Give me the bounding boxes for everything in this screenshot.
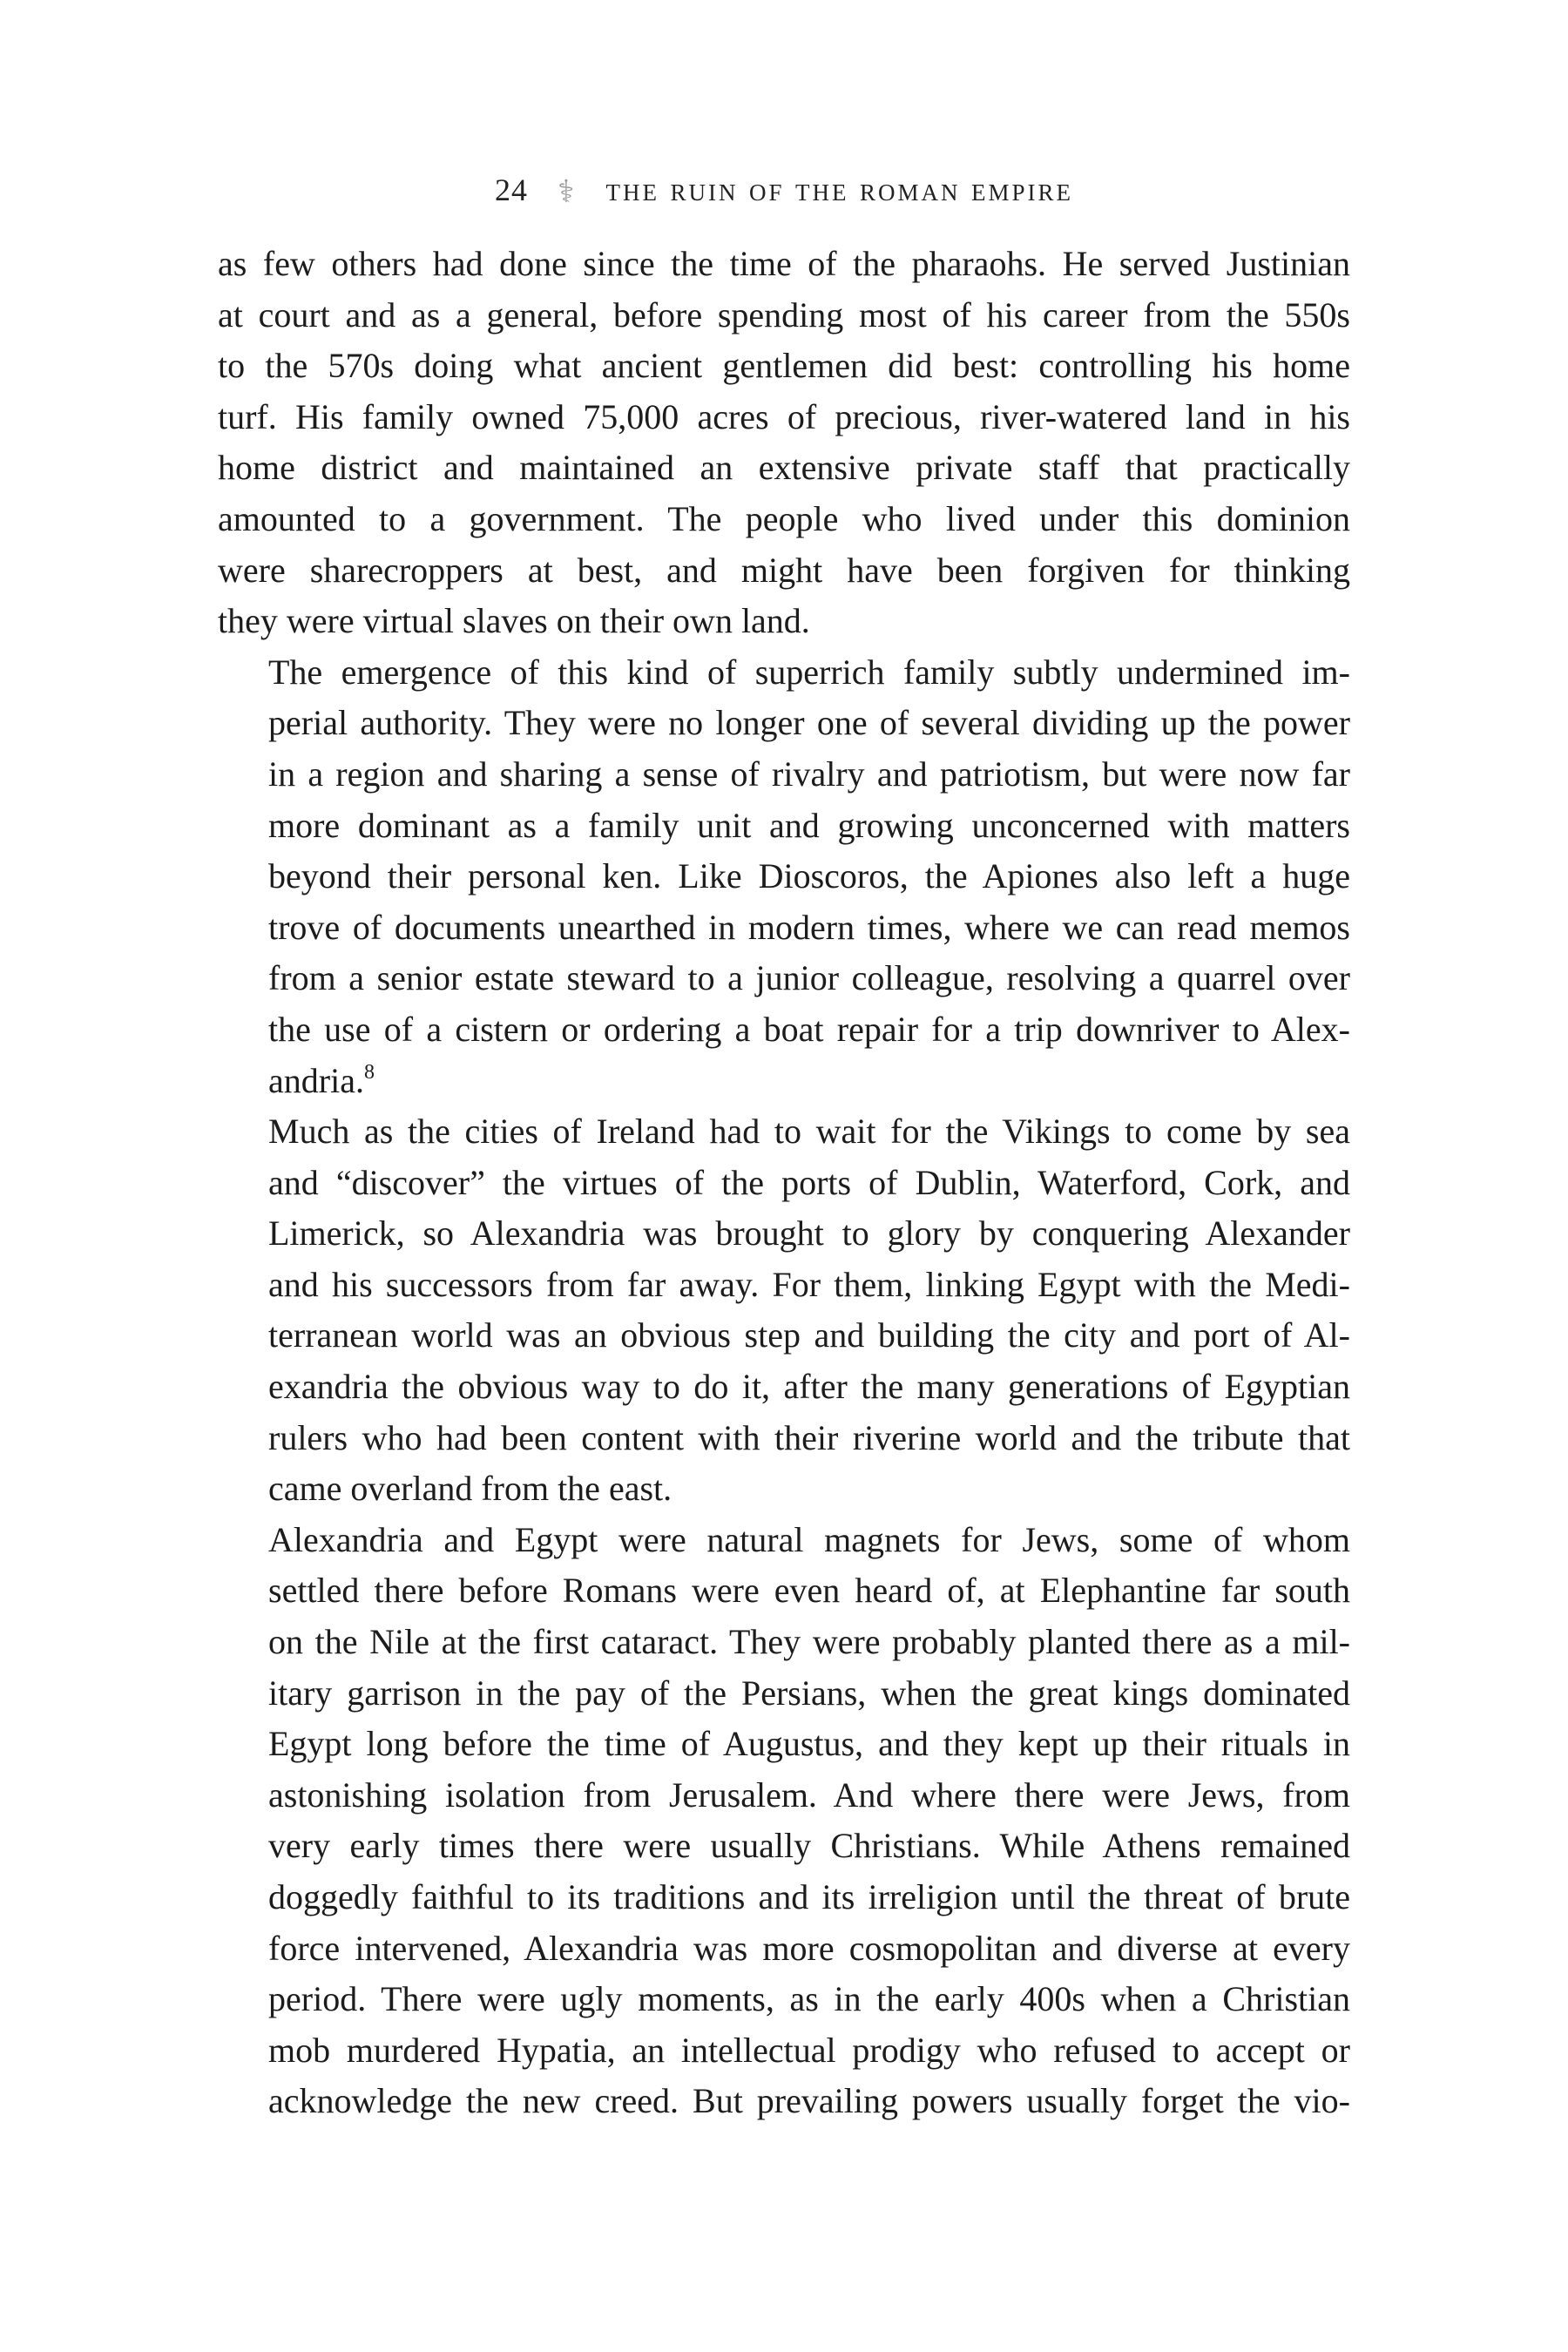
text-line: were sharecroppers at best, and might have been forgiven for thinking — [218, 550, 1350, 590]
page-number: 24 — [495, 172, 528, 207]
text-line: rulers who had been content with their riverine world and the tribute that — [268, 1417, 1350, 1457]
text-line: astonishing isolation from Jerusalem. And where there were Jews, from — [268, 1774, 1350, 1815]
text-line: came overland from the east. — [268, 1469, 672, 1509]
text-line: trove of documents unearthed in modern times, where we can read memos — [268, 907, 1350, 947]
paragraph-4 — [218, 1515, 1350, 2127]
text-line: itary garrison in the pay of the Persians, when the great kings dominated — [268, 1673, 1350, 1713]
text-line: force intervened, Alexandria was more cosmopolitan and diverse at every — [268, 1928, 1350, 1968]
text-line: and his successors from far away. For them, linking Egypt with the Medi- — [268, 1264, 1350, 1304]
text-line: Egypt long before the time of Augustus, and they kept up their rituals in — [268, 1724, 1350, 1764]
text-line: home district and maintained an extensive private staff that practically — [218, 448, 1350, 488]
text-line: period. There were ugly moments, as in the early 400s when a Christian — [268, 1979, 1350, 2019]
text-line: exandria the obvious way to do it, after the many generations of Egyptian — [268, 1367, 1350, 1407]
text-line: they were virtual slaves on their own land. — [218, 601, 810, 641]
text-line: beyond their personal ken. Like Dioscoros, the Apiones also left a huge — [268, 856, 1350, 896]
footnote-marker[interactable]: 8 — [363, 1060, 375, 1084]
text-line: very early times there were usually Christians. While Athens remained — [268, 1826, 1350, 1866]
text-line: The emergence of this kind of superrich family subtly undermined im- — [268, 652, 1350, 692]
text-line: settled there before Romans were even heard of, at Elephantine far south — [268, 1571, 1350, 1611]
running-head — [0, 171, 1568, 210]
text-line: and “discover” the virtues of the ports of Dublin, Waterford, Cork, and — [268, 1162, 1350, 1202]
text-line: at court and as a general, before spending most of his career from the 550s — [218, 294, 1350, 335]
text-line: to the 570s doing what ancient gentlemen did best: controlling his home — [218, 346, 1350, 386]
text-line: more dominant as a family unit and growing unconcerned with matters — [268, 805, 1350, 845]
text-line: from a senior estate steward to a junior colleague, resolving a quarrel over — [268, 958, 1350, 998]
text-line: perial authority. They were no longer one of several dividing up the power — [268, 703, 1350, 743]
text-line: as few others had done since the time of the pharaohs. He served Justinian — [218, 244, 1350, 283]
running-title: the ruin of the roman empire — [605, 172, 1073, 208]
text-fragment: andria. — [268, 1060, 364, 1100]
text-line: acknowledge the new creed. But prevailing powers usually forget the vio- — [268, 2081, 1350, 2121]
text-line: turf. His family owned 75,000 acres of precious, river-watered land in his — [218, 396, 1350, 436]
text-line-with-footnote — [218, 1056, 1350, 1107]
paragraph-2 — [218, 647, 1350, 1106]
text-line: amounted to a government. The people who lived under this dominion — [218, 498, 1350, 538]
fleuron-icon: ⚕ — [558, 174, 578, 209]
paragraph-3 — [218, 1106, 1350, 1515]
body-text — [218, 239, 1350, 2127]
text-line: Alexandria and Egypt were natural magnets for Jews, some of whom — [268, 1519, 1350, 1559]
text-line: mob murdered Hypatia, an intellectual prodigy who refused to accept or — [268, 2030, 1350, 2070]
text-line: doggedly faithful to its traditions and its irreligion until the threat of brute — [268, 1877, 1350, 1916]
text-line: Limerick, so Alexandria was brought to glory by conquering Alexander — [268, 1213, 1350, 1254]
text-line: in a region and sharing a sense of rivalry and patriotism, but were now far — [268, 754, 1350, 794]
paragraph-1 — [218, 239, 1350, 647]
text-line: Much as the cities of Ireland had to wait for the Vikings to come by sea — [268, 1112, 1350, 1152]
text-line: the use of a cistern or ordering a boat repair for a trip downriver to Alex- — [268, 1009, 1350, 1049]
text-line: terranean world was an obvious step and building the city and port of Al- — [268, 1315, 1350, 1355]
text-line: on the Nile at the first cataract. They were probably planted there as a mil- — [268, 1622, 1350, 1662]
